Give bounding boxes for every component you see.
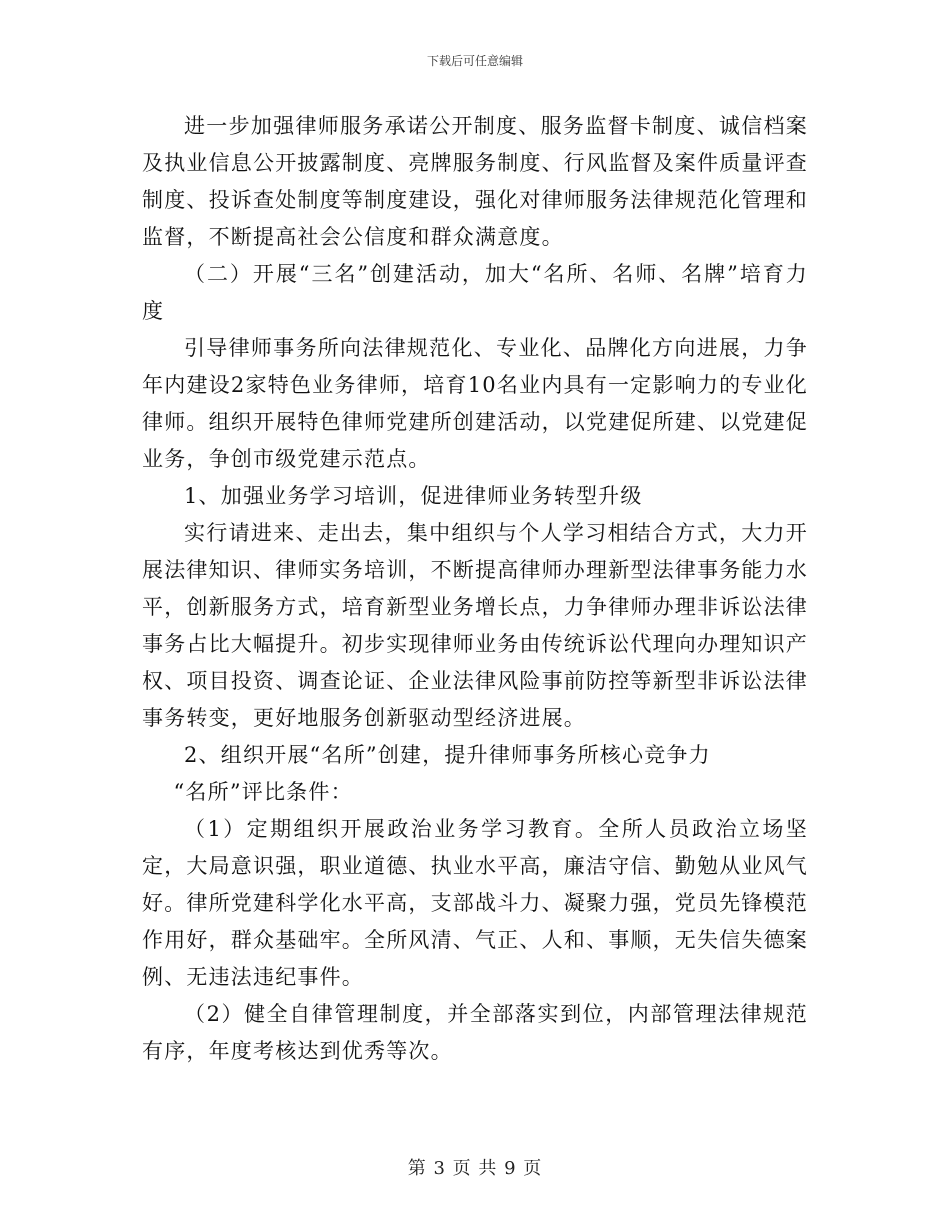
criteria-item-2: （2）健全自律管理制度，并全部落实到位，内部管理法律规范有序，年度考核达到优秀等次。	[142, 1002, 808, 1063]
subheading-1: 1、加强业务学习培训，促进律师业务转型升级	[184, 484, 643, 508]
criteria-item-1: （1）定期组织开展政治业务学习教育。全所人员政治立场坚定，大局意识强，职业道德、执业水平高，廉洁守信、勤勉从业风气好。律所党建科学化水平高，支部战斗力、凝聚力强，党员先锋模范作用好，群众基础牢。全所风清、气正、人和、事顺，无失信失德案例、无违法违纪事件。	[142, 817, 808, 989]
page-header: 下载后可任意编辑	[426, 54, 523, 68]
page-footer: 第 3 页 共 9 页	[407, 1158, 543, 1179]
paragraph-1: 进一步加强律师服务承诺公开制度、服务监督卡制度、诚信档案及执业信息公开披露制度、亮牌服务制度、行风监督及案件质量评查制度、投诉查处制度等制度建设，强化对律师服务法律规范化管理和监督，不断提高社会公信度和群众满意度。	[142, 114, 808, 249]
subheading-2: 2、组织开展“名所”创建，提升律师事务所核心竞争力	[184, 743, 711, 767]
document-body	[142, 108, 808, 1070]
criteria-title: “名所”评比条件：	[173, 780, 353, 804]
paragraph-2: 引导律师事务所向法律规范化、专业化、品牌化方向进展，力争年内建设2家特色业务律师，培育10名业内具有一定影响力的专业化律师。组织开展特色律师党建所创建活动，以党建促所建、以党建促业务，争创市级党建示范点。	[142, 336, 808, 471]
section-heading-2: （二）开展“三名”创建活动，加大“名所、名师、名牌”培育力度	[142, 262, 808, 323]
paragraph-3: 实行请进来、走出去，集中组织与个人学习相结合方式，大力开展法律知识、律师实务培训，不断提高律师办理新型法律事务能力水平，创新服务方式，培育新型业务增长点，力争律师办理非诉讼法律事务占比大幅提升。初步实现律师业务由传统诉讼代理向办理知识产权、项目投资、调查论证、企业法律风险事前防控等新型非诉讼法律事务转变，更好地服务创新驱动型经济进展。	[142, 521, 808, 730]
